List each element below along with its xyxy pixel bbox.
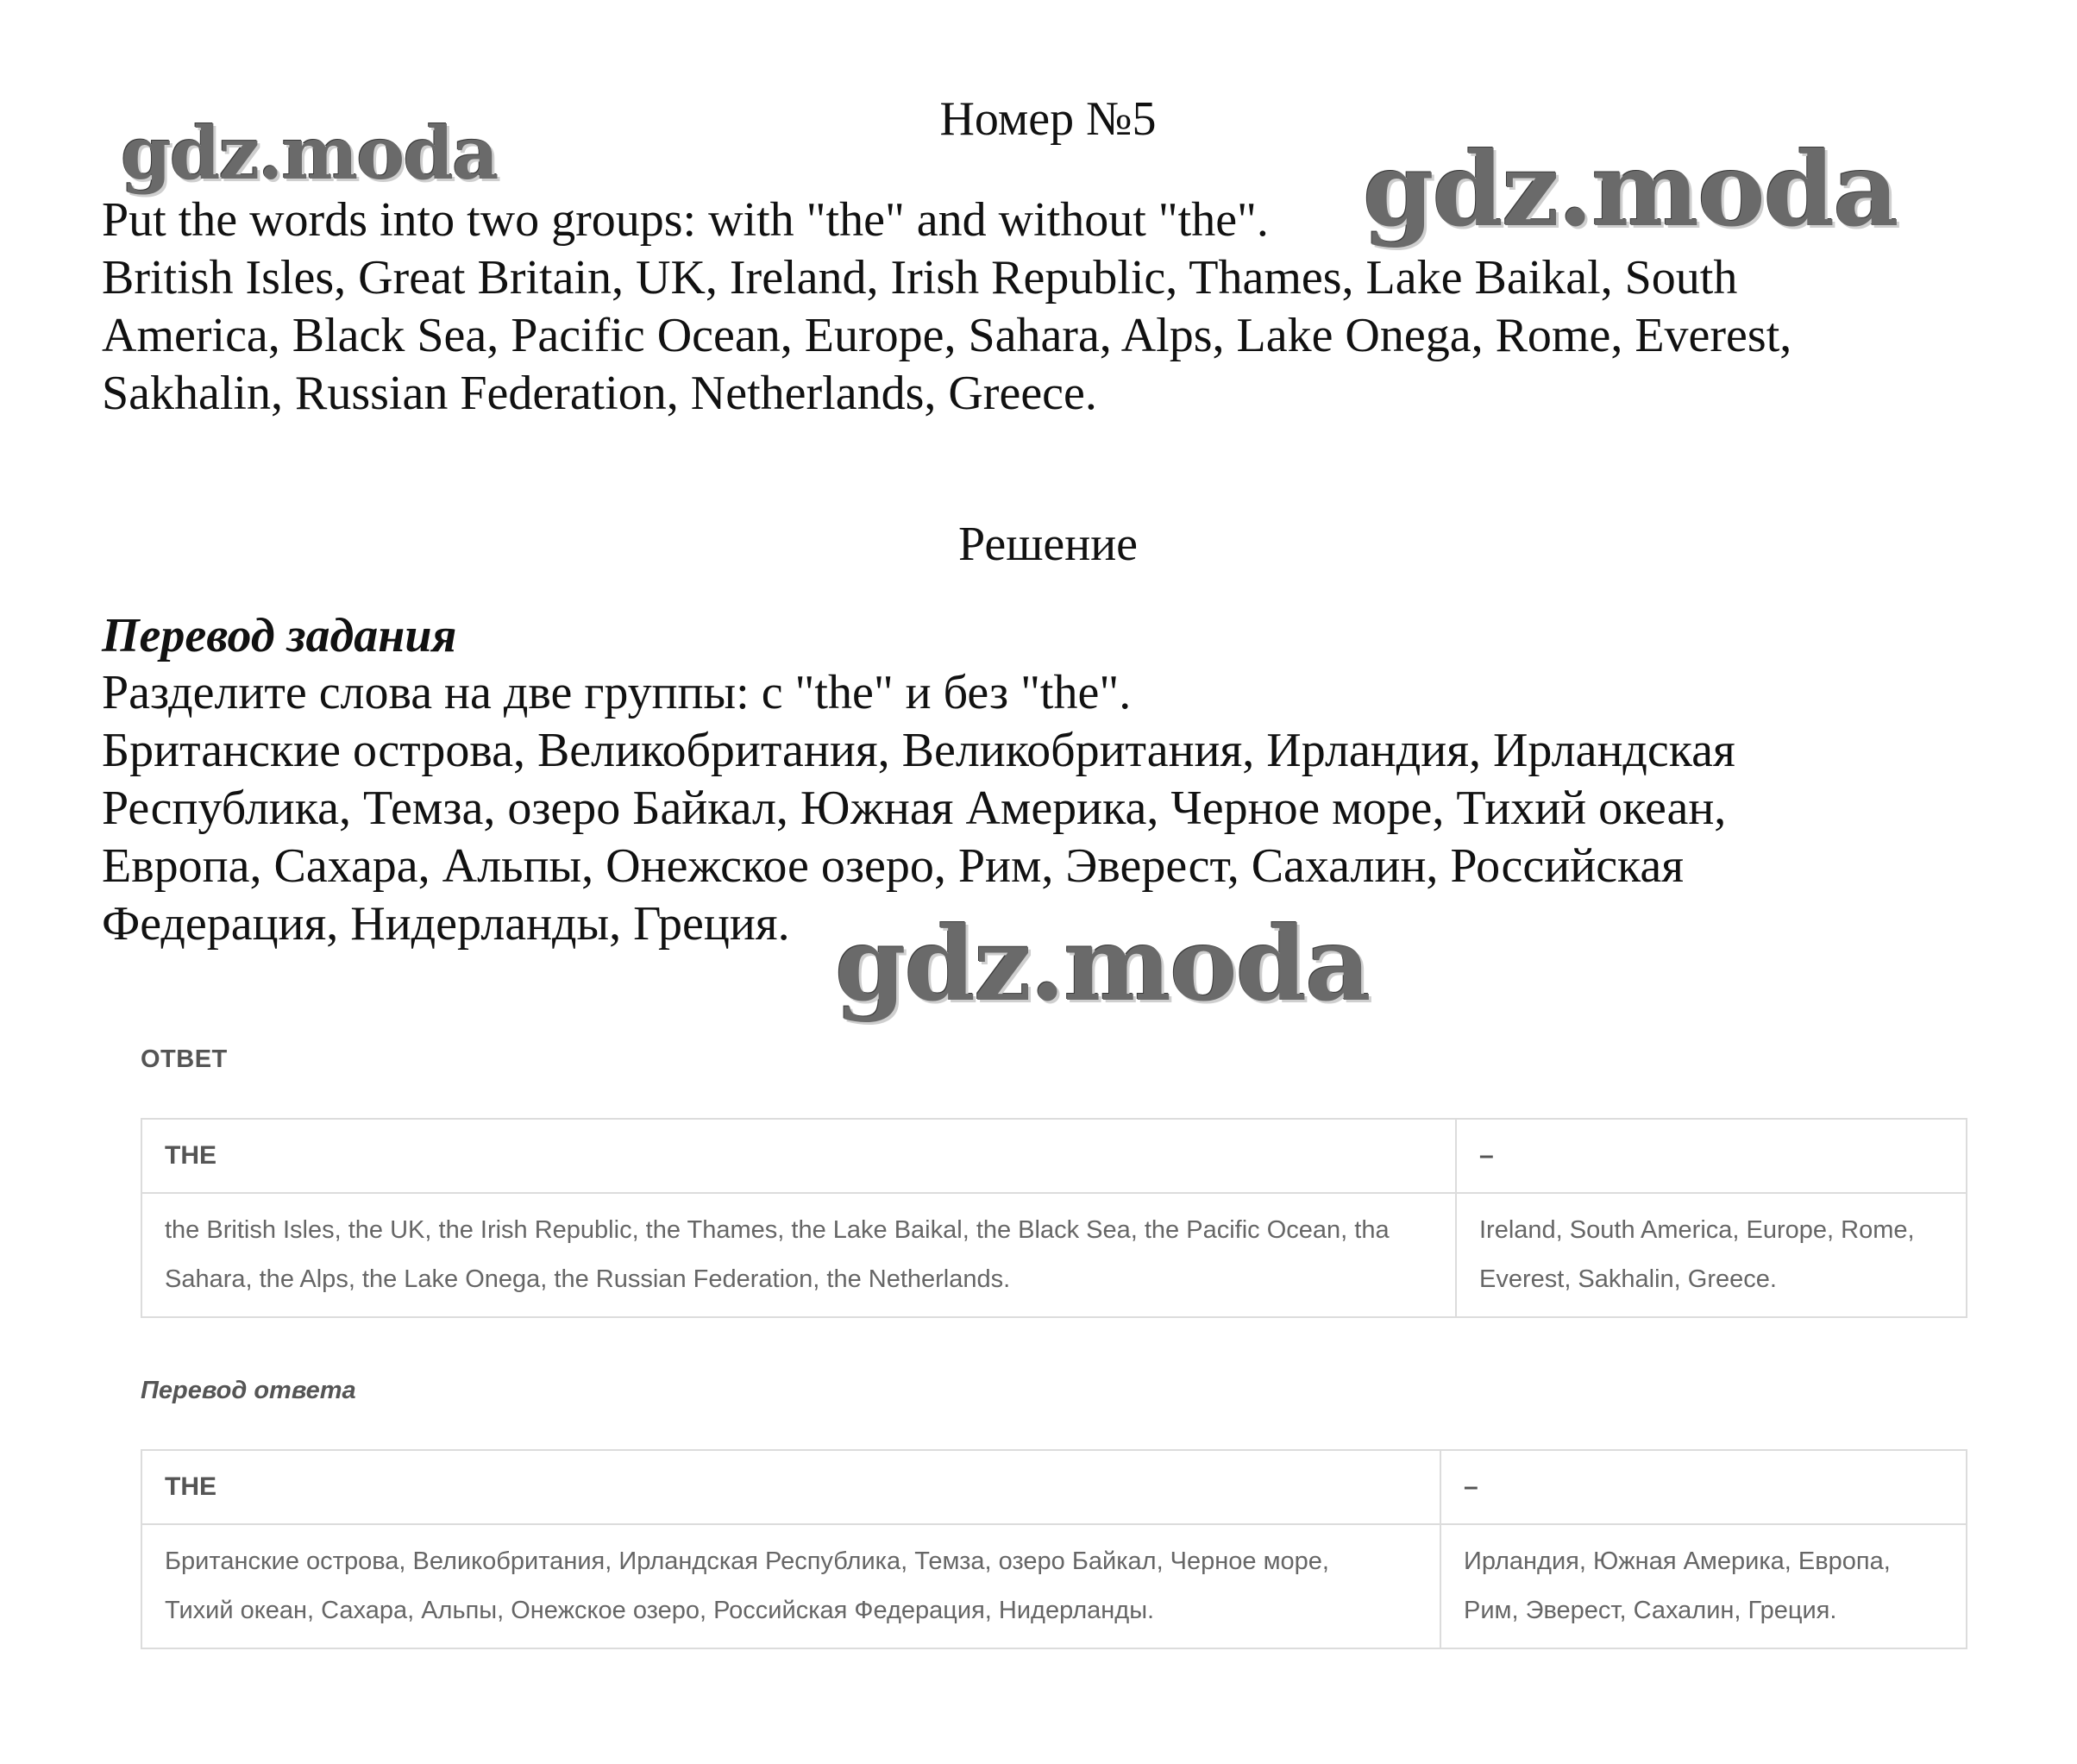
exercise-title: Номер №5 <box>939 92 1157 146</box>
watermark-logo: gdz.moda <box>121 110 498 196</box>
watermark-logo: gdz.moda <box>835 904 1370 1024</box>
solution-heading: Решение <box>957 518 1139 571</box>
cell-without-the <box>1456 1193 1967 1317</box>
cell-line: Ирландия, Южная Америка, Европа, <box>1464 1547 1891 1575</box>
cell-with-the <box>141 1193 1456 1317</box>
cell-line: Тихий океан, Сахара, Альпы, Онежское озеро, Российская Федерация, Нидерланды. <box>165 1597 1155 1624</box>
answer-translation-table <box>141 1449 1967 1649</box>
cell-with-the <box>141 1524 1440 1648</box>
header-with-the: THE <box>141 1450 1440 1524</box>
answer-translation-label: Перевод ответа <box>141 1377 356 1404</box>
cell-without-the <box>1440 1524 1967 1648</box>
translation-heading: Перевод задания <box>102 609 457 662</box>
task-en-line: British Isles, Great Britain, UK, Ireland, Irish Republic, Thames, Lake Baikal, South <box>102 251 1738 304</box>
table-header-row <box>141 1450 1967 1524</box>
header-without-the: – <box>1456 1119 1967 1193</box>
task-ru-line: Республика, Темза, озеро Байкал, Южная Америка, Черное море, Тихий океан, <box>102 782 1727 835</box>
task-en-line: Put the words into two groups: with "the" and without "the". <box>102 193 1269 247</box>
watermark-logo: gdz.moda <box>1363 129 1898 249</box>
task-ru-line: Федерация, Нидерланды, Греция. <box>102 897 790 951</box>
cell-line: the British Isles, the UK, the Irish Republic, the Thames, the Lake Baikal, the Black Sea, the Pacific Ocean, tha <box>165 1216 1390 1244</box>
answer-table <box>141 1118 1967 1318</box>
answer-label: ОТВЕТ <box>141 1045 228 1073</box>
cell-line: Sahara, the Alps, the Lake Onega, the Russian Federation, the Netherlands. <box>165 1265 1011 1293</box>
table-row <box>141 1193 1967 1317</box>
cell-line: Британские острова, Великобритания, Ирландская Республика, Темза, озеро Байкал, Черное море, <box>165 1547 1329 1575</box>
table-row <box>141 1524 1967 1648</box>
cell-line: Everest, Sakhalin, Greece. <box>1479 1265 1777 1293</box>
cell-line: Рим, Эверест, Сахалин, Греция. <box>1464 1597 1837 1624</box>
header-with-the: THE <box>141 1119 1456 1193</box>
cell-line: Ireland, South America, Europe, Rome, <box>1479 1216 1915 1244</box>
task-ru-line: Разделите слова на две группы: с "the" и без "the". <box>102 666 1132 719</box>
task-en-line: America, Black Sea, Pacific Ocean, Europe, Sahara, Alps, Lake Onega, Rome, Everest, <box>102 309 1792 362</box>
table-header-row <box>141 1119 1967 1193</box>
task-ru-line: Европа, Сахара, Альпы, Онежское озеро, Рим, Эверест, Сахалин, Российская <box>102 839 1685 893</box>
header-without-the: – <box>1440 1450 1967 1524</box>
task-en-line: Sakhalin, Russian Federation, Netherlands, Greece. <box>102 367 1097 420</box>
task-ru-line: Британские острова, Великобритания, Великобритания, Ирландия, Ирландская <box>102 724 1735 777</box>
